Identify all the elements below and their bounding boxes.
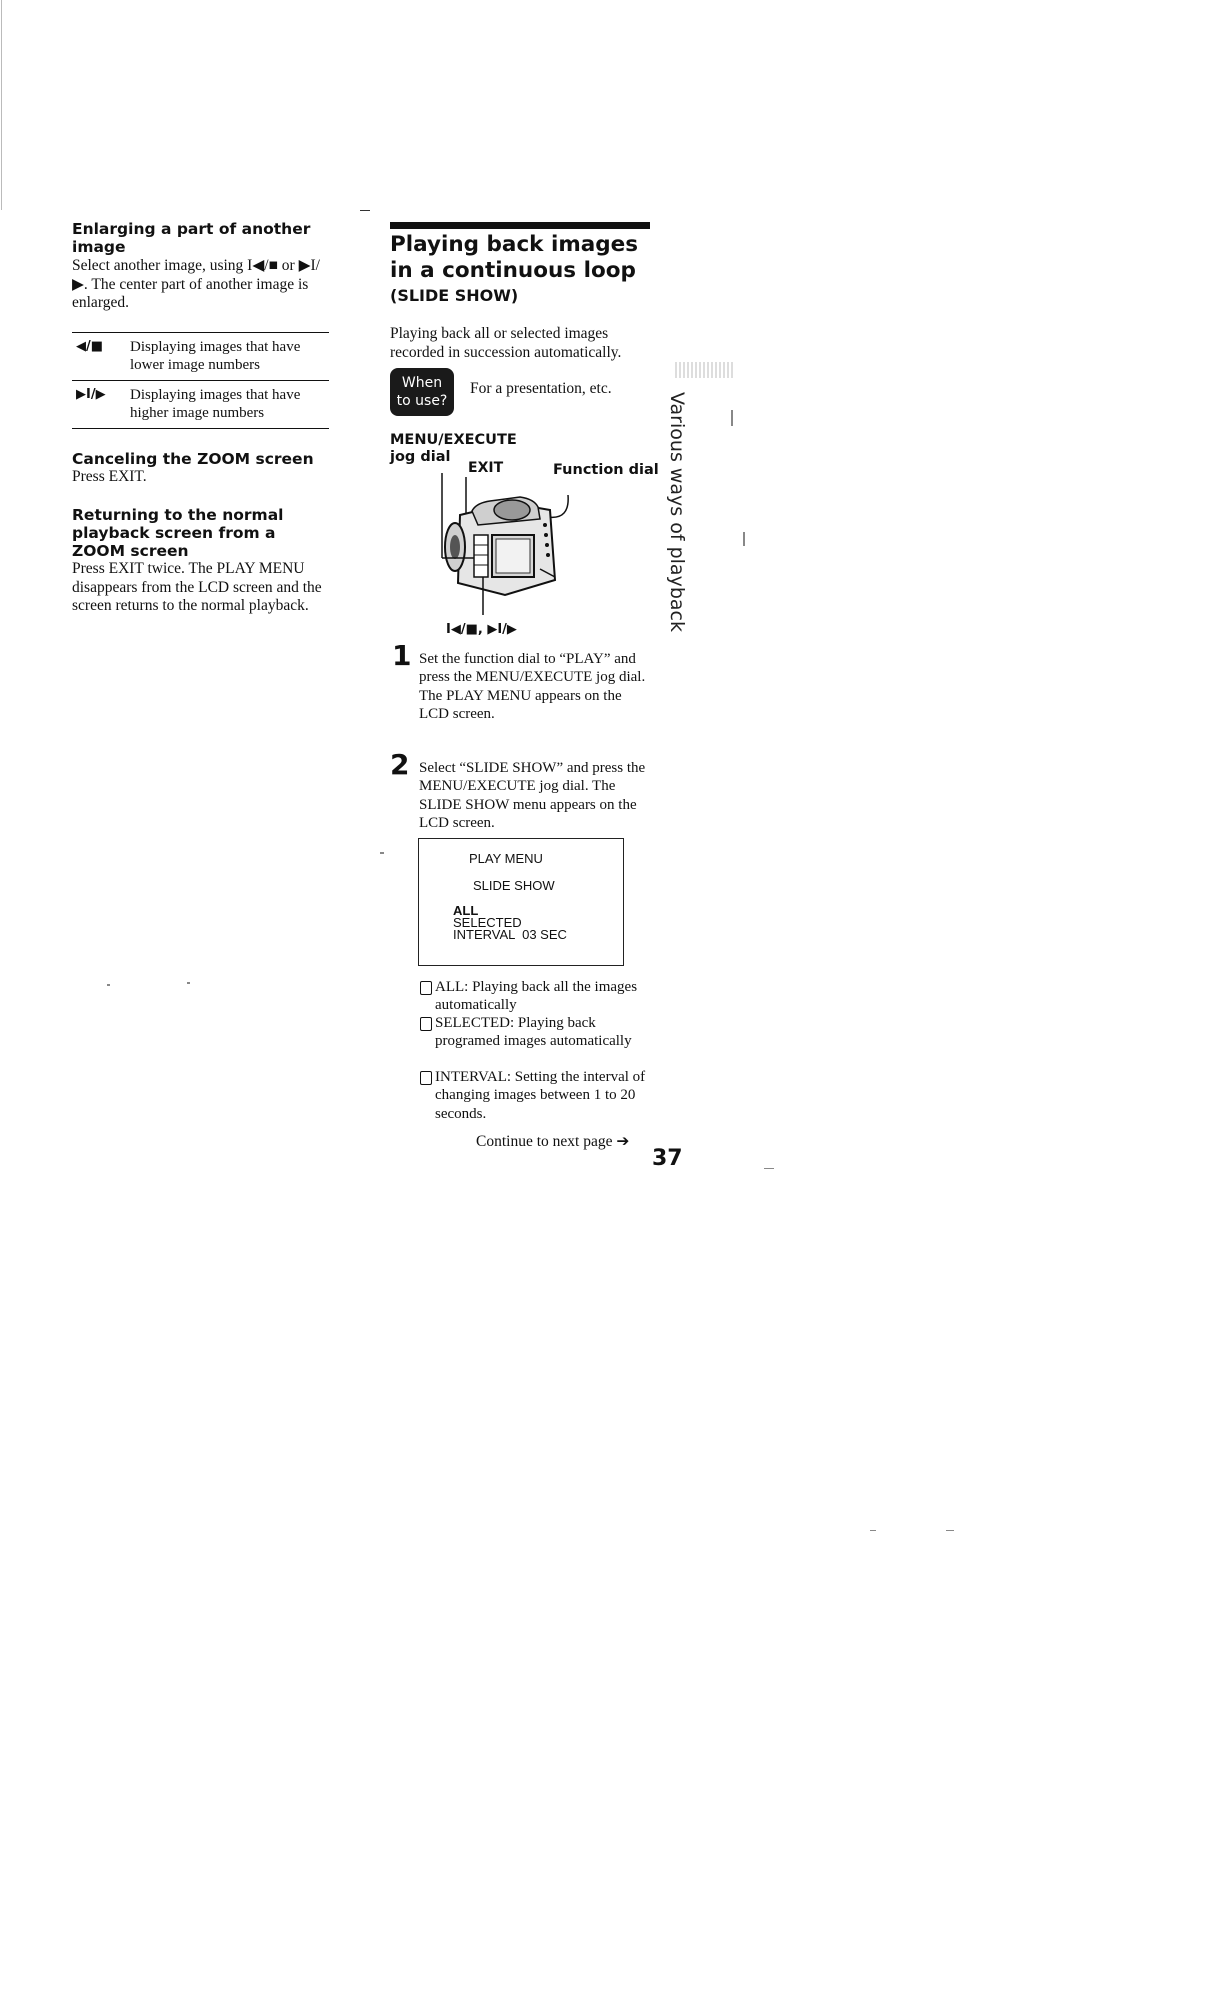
checkbox-icon [420,1071,432,1085]
returning-heading: Returning to the normal playback screen from a ZOOM screen [72,506,284,560]
menu-execute-label: MENU/EXECUTE jog dial [390,432,517,465]
side-tab-label: Various ways of playback [666,392,688,632]
page-subtitle: (SLIDE SHOW) [390,286,519,305]
returning-body: Press EXIT twice. The PLAY MENU disappears from the LCD screen and the screen returns to the normal playback. [72,560,322,614]
continue-text: Continue to next page ➔ [476,1133,630,1150]
scan-mark [731,410,733,426]
checkbox-icon [420,981,432,995]
table-middle-rule [72,380,329,381]
scan-mark [870,1530,876,1531]
returning-section [72,506,332,616]
small-dash [360,210,370,211]
scan-mark [1,0,2,210]
function-dial-label: Function dial [553,462,659,478]
camera-illustration [430,465,610,630]
page-number: 37 [652,1146,683,1171]
option-selected [420,1014,658,1051]
enlarging-section [72,220,332,313]
exit-label: EXIT [468,460,504,476]
side-tab [657,392,697,632]
side-tab-shade [675,362,735,378]
screen-item-selected: SELECTED [453,915,522,930]
prev-symbol: ◀/■ [76,339,104,354]
title-bar [390,222,650,229]
scan-mark [743,532,745,546]
table-top-rule [72,332,329,333]
step-2-text: Select “SLIDE SHOW” and press the MENU/EXECUTE jog dial. The SLIDE SHOW menu appears on the LCD screen. [419,760,646,831]
option-all-text: ALL: Playing back all the images automatically [435,979,638,1014]
scan-mark [380,852,384,854]
scan-mark [946,1530,954,1531]
option-interval [420,1068,658,1123]
when-to-use-text: For a presentation, etc. [470,380,612,397]
enlarging-body: Select another image, using I◀/■ or ▶I/▶. The center part of another image is enlarged. [72,257,320,311]
screen-item-all: ALL [453,903,479,918]
step-1-text: Set the function dial to “PLAY” and press the MENU/EXECUTE jog dial. The PLAY MENU appears on the LCD screen. [419,651,646,722]
scan-mark [187,982,190,984]
screen-title: PLAY MENU [469,851,543,866]
option-all [420,978,658,1015]
enlarging-heading: Enlarging a part of another image [72,220,311,256]
page-title: Playing back images in a continuous loop [390,232,639,283]
when-to-use-badge [390,368,454,416]
prev-next-label: I◀/■, ▶I/▶ [446,622,517,637]
step-1-number: 1 [392,639,412,672]
scan-mark [764,1168,774,1169]
option-selected-text: SELECTED: Playing back programed images automatically [435,1015,632,1050]
table-bottom-rule [72,428,329,429]
lcd-screen [418,838,624,966]
next-description: Displaying images that have higher image numbers [130,387,301,421]
canceling-heading: Canceling the ZOOM screen [72,450,314,468]
next-symbol: ▶I/▶ [76,387,106,402]
intro-text: Playing back all or selected images recorded in succession automatically. [390,325,622,361]
option-interval-text: INTERVAL: Setting the interval of changing images between 1 to 20 seconds. [435,1069,646,1122]
scan-mark [107,984,110,986]
screen-item-interval: INTERVAL 03 SEC [453,927,567,942]
canceling-section [72,450,332,487]
checkbox-icon [420,1017,432,1031]
screen-menu: SLIDE SHOW [473,878,555,893]
canceling-body: Press EXIT. [72,468,147,485]
prev-description: Displaying images that have lower image numbers [130,339,301,373]
step-2-number: 2 [390,748,410,781]
when-to-use-label: When to use? [396,375,448,409]
